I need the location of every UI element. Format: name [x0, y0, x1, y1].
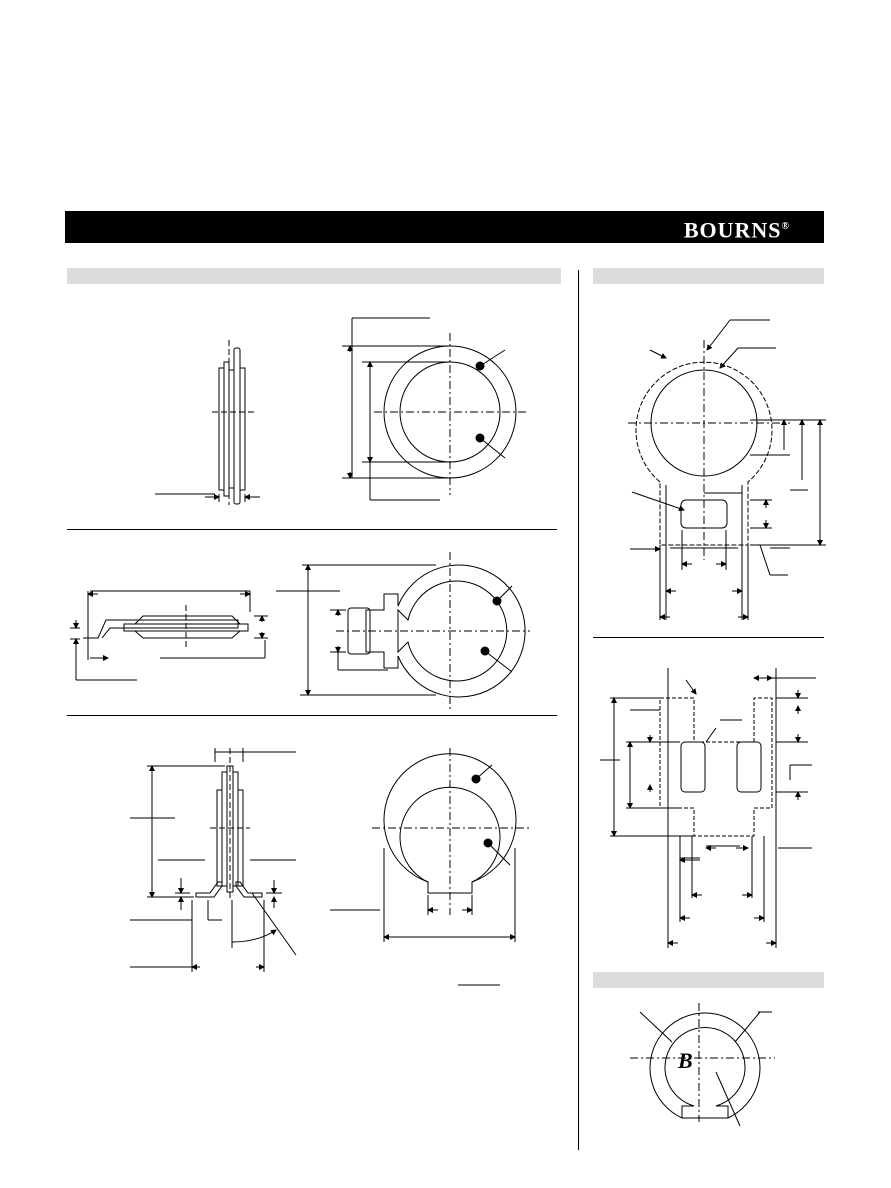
pad-layout-2	[600, 668, 816, 948]
side-view-1	[155, 340, 260, 505]
registered-mark: ®	[781, 221, 790, 232]
marking-logo-glyph: B	[678, 1048, 693, 1073]
pad-layout-1	[628, 320, 826, 620]
front-view-2	[276, 552, 530, 712]
front-view-1	[342, 318, 528, 500]
marking-diagram	[630, 1003, 775, 1126]
brand-name: BOURNS	[683, 217, 782, 243]
front-view-3	[330, 748, 532, 985]
side-view-3	[130, 748, 296, 972]
side-view-2	[70, 591, 268, 680]
